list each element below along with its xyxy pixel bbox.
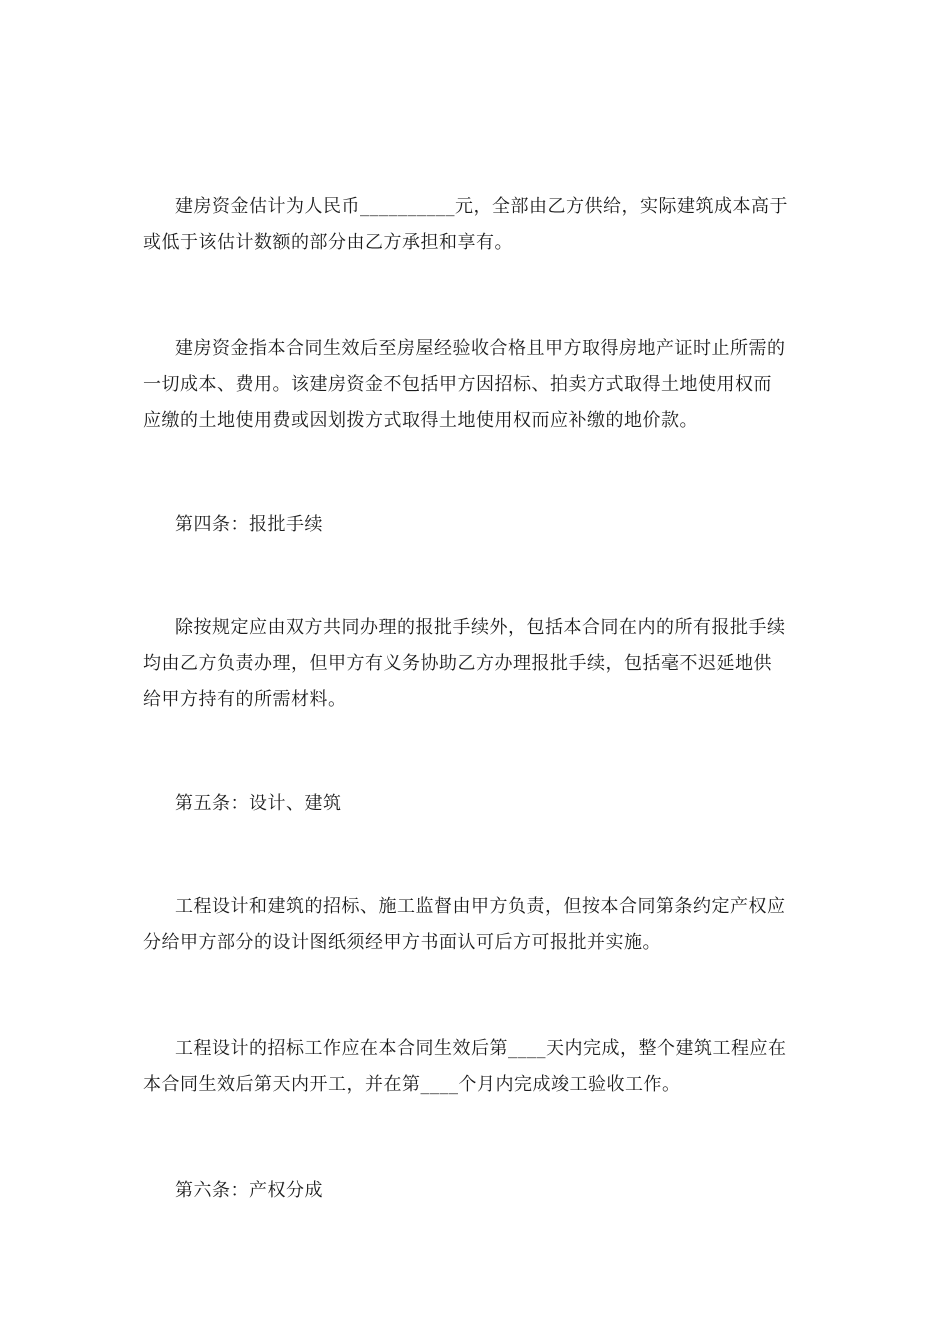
paragraph-construction-fund-estimate	[143, 189, 788, 261]
text-line: 工程设计的招标工作应在本合同生效后第____天内完成，整个建筑工程应在	[175, 1038, 787, 1059]
text-line: 本合同生效后第天内开工，并在第____个月内完成竣工验收工作。	[143, 1074, 681, 1095]
text-line: 一切成本、费用。该建房资金不包括甲方因招标、拍卖方式取得土地使用权而	[143, 374, 772, 395]
text-line: 均由乙方负责办理，但甲方有义务协助乙方办理报批手续，包括毫不迟延地供	[143, 653, 772, 674]
paragraph-design-construction	[143, 889, 786, 961]
paragraph-design-schedule	[143, 1031, 787, 1103]
text-line: 除按规定应由双方共同办理的报批手续外，包括本合同在内的所有报批手续	[175, 617, 786, 638]
text-line: 分给甲方部分的设计图纸须经甲方书面认可后方可报批并实施。	[143, 932, 661, 953]
text-line: 或低于该估计数额的部分由乙方承担和享有。	[143, 232, 513, 253]
text-line: 建房资金指本合同生效后至房屋经验收合格且甲方取得房地产证时止所需的	[175, 338, 786, 359]
paragraph-construction-fund-definition	[143, 331, 786, 439]
text-line: 给甲方持有的所需材料。	[143, 689, 347, 710]
paragraph-approval-procedures	[143, 610, 786, 718]
text-line: 工程设计和建筑的招标、施工监督由甲方负责，但按本合同第条约定产权应	[175, 896, 786, 917]
text-line: 建房资金估计为人民币__________元，全部由乙方供给，实际建筑成本高于	[175, 196, 788, 217]
article-5-heading: 第五条：设计、建筑	[175, 793, 342, 814]
text-line: 应缴的土地使用费或因划拨方式取得土地使用权而应补缴的地价款。	[143, 410, 698, 431]
article-4-heading: 第四条：报批手续	[175, 514, 323, 535]
article-6-heading: 第六条：产权分成	[175, 1180, 323, 1201]
